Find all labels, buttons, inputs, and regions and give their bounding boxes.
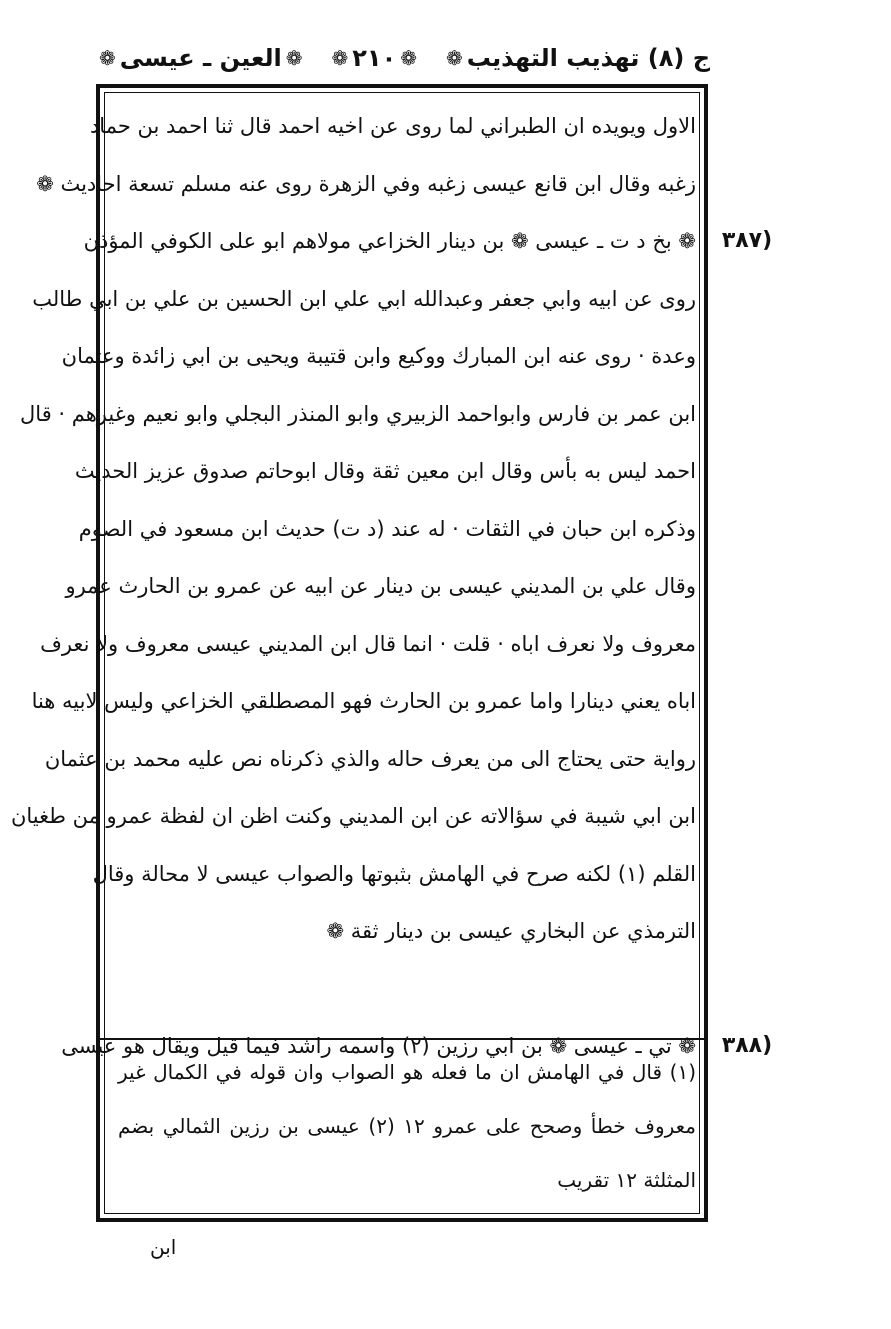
entry-number: (٣٨٨: [721, 1033, 773, 1058]
text-line: ❁ بخ د ت ـ عيسى ❁ بن دينار الخزاعي مولاهم ابو على الكوفي المؤذن: [83, 229, 696, 253]
entry-number: (٣٨٧: [721, 228, 773, 253]
text-line: [118, 967, 696, 1011]
text-line: ❁ تي ـ عيسى ❁ بن ابي رزين (٢) واسمه راشد فيما قيل ويقال هو عيسى: [61, 1034, 696, 1058]
text-line: الترمذي عن البخاري عيسى بن دينار ثقة ❁: [326, 919, 696, 943]
page-header: [95, 38, 710, 78]
ornament-icon: ❁: [331, 46, 349, 70]
text-line: ابن ابي شيبة في سؤالاته عن ابن المديني وكنت اظن ان لفظة عمرو من طغيان: [10, 804, 696, 828]
text-line: الاول ويويده ان الطبراني لما روى عن اخيه احمد قال ثنا احمد بن حماد: [89, 114, 696, 138]
text-line: وقال علي بن المديني عيسى بن دينار عن ابيه عن عمرو بن الحارث عمرو: [65, 574, 696, 598]
footnote-line: معروف خطأ وصحح على عمرو ١٢ (٢) عيسى بن رزين الثمالي بضم: [118, 1114, 696, 1138]
ornament-icon: ❁: [445, 46, 463, 70]
footnote-separator: [100, 1038, 704, 1040]
header-section-title: العين ـ عيسى: [119, 44, 282, 72]
footnote-line: المثلثة ١٢ تقريب: [557, 1168, 696, 1192]
text-line: اباه يعني دينارا واما عمرو بن الحارث فهو المصطلقي الخزاعي وليس لابيه هنا: [31, 689, 696, 713]
ornament-icon: ❁: [285, 46, 303, 70]
footnote-line: (١) قال في الهامش ان ما فعله هو الصواب وان قوله في الكمال غير: [118, 1060, 696, 1084]
catchword: ابن: [150, 1235, 177, 1259]
text-line: وذكره ابن حبان في الثقات · له عند (د ت) حديث ابن مسعود في الصوم: [78, 516, 696, 541]
text-line: معروف ولا نعرف اباه · قلت · انما قال ابن المديني عيسى معروف ولا نعرف: [40, 631, 696, 656]
text-line: احمد ليس به بأس وقال ابن معين ثقة وقال ابوحاتم صدوق عزيز الحديث: [74, 459, 696, 483]
text-line: ابن عمر بن فارس وابواحمد الزبيري وابو المنذر البجلي وابو نعيم وغيرهم · قال: [20, 401, 696, 426]
ornament-icon: ❁: [400, 46, 417, 70]
page-number: ٢١٠: [352, 44, 397, 72]
text-line: رواية حتى يحتاج الى من يعرف حاله والذي ذكرناه نص عليه محمد بن عثمان: [44, 746, 696, 771]
header-running-title: ج (٨) تهذيب التهذيب: [466, 44, 710, 72]
header-center: [328, 44, 421, 72]
header-right: [442, 44, 710, 72]
ornament-icon: ❁: [99, 46, 116, 70]
text-line: وعدة · روى عنه ابن المبارك ووكيع وابن قتيبة ويحيى بن ابي زائدة وعثمان: [61, 344, 696, 368]
header-left: [95, 44, 307, 72]
text-line: روى عن ابيه وابي جعفر وعبدالله ابي علي ابن الحسين بن علي بن ابي طالب: [32, 286, 696, 311]
text-line: القلم (١) لكنه صرح في الهامش بثبوتها والصواب عيسى لا محالة وقال: [92, 861, 696, 886]
text-line: زغبه وقال ابن قانع عيسى زغبه وفي الزهرة روى عنه مسلم تسعة احاديث ❁: [36, 171, 696, 196]
